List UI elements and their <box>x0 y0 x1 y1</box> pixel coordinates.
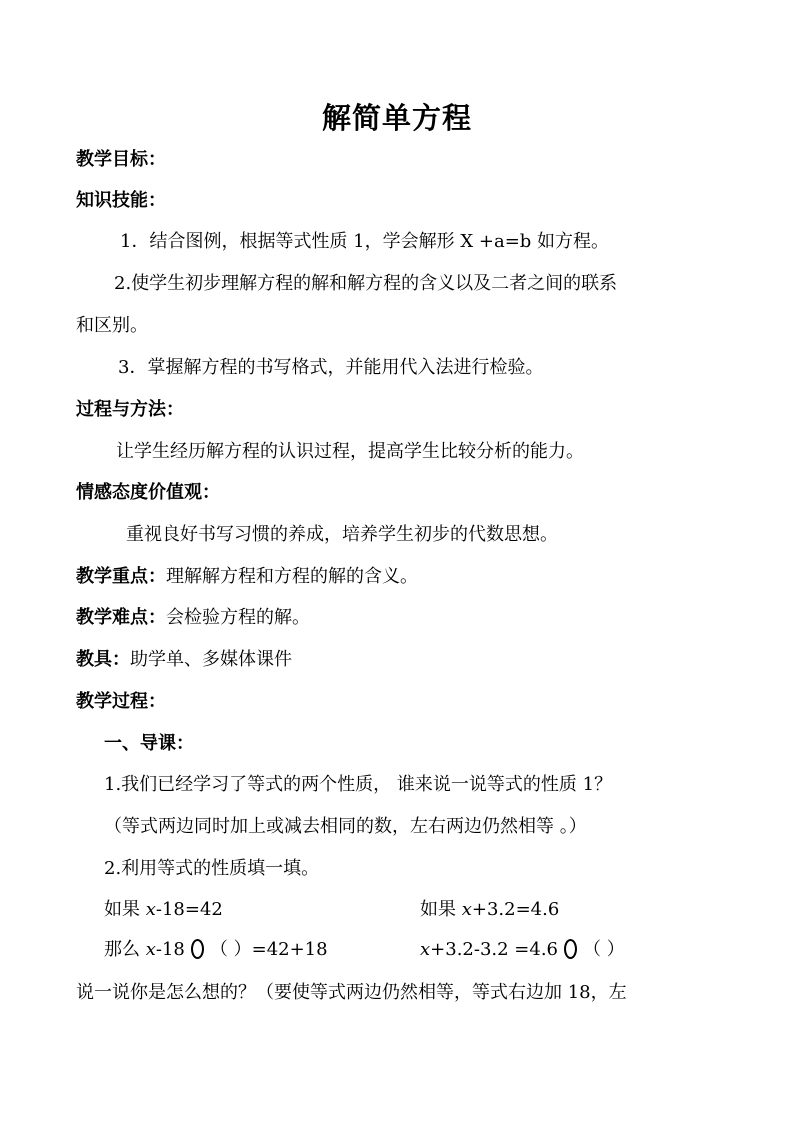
page-title: 解简单方程 <box>321 101 472 135</box>
key-point-label: 教学重点： <box>76 566 166 587</box>
tools-text: 助学单、多媒体课件 <box>130 649 292 670</box>
blank-circle <box>564 939 577 959</box>
variable-x: x <box>420 939 431 960</box>
section-intro-heading: 一、导课： <box>104 733 194 754</box>
knowledge-item-3: 3．掌握解方程的书写格式，并能用代入法进行检验。 <box>118 357 544 378</box>
process-method-heading: 过程与方法： <box>76 399 184 420</box>
process-method-text: 让学生经历解方程的认识过程，提高学生比较分析的能力。 <box>116 441 584 462</box>
variable-x: x <box>145 899 156 920</box>
knowledge-item-2: 2.使学生初步理解方程的解和解方程的含义以及二者之间的联系 <box>114 273 618 294</box>
equation-right-1-prefix: 如果 <box>420 899 462 920</box>
equation-right-1 <box>420 898 559 922</box>
equation-right-1-expr: +3.2=4.6 <box>471 899 560 920</box>
intro-answer-1: （等式两边同时加上或减去相同的数，左右两边仍然相等 。） <box>104 816 587 837</box>
equation-left-2 <box>104 938 328 962</box>
equation-left-2-expr: -18 <box>155 939 185 960</box>
equation-right-2-rest: （ ） <box>583 939 625 960</box>
equation-left-2-prefix: 那么 <box>104 939 146 960</box>
key-point <box>76 565 418 589</box>
emotion-text: 重视良好书写习惯的养成，培养学生初步的代数思想。 <box>126 524 558 545</box>
variable-x: x <box>461 899 472 920</box>
intro-question-1: 1.我们已经学习了等式的两个性质， 谁来说一说等式的性质 1？ <box>104 774 613 795</box>
equation-right-2 <box>420 938 625 962</box>
intro-question-2: 2.利用等式的性质填一填。 <box>104 858 320 879</box>
equation-left-1 <box>104 898 223 922</box>
difficulty-label: 教学难点： <box>76 607 166 628</box>
difficulty-text: 会检验方程的解。 <box>166 607 310 628</box>
teaching-process-heading: 教学过程： <box>76 691 166 712</box>
equation-right-2-expr: +3.2-3.2 =4.6 <box>430 939 559 960</box>
knowledge-item-1: 1．结合图例，根据等式性质 1，学会解形 X +a=b 如方程。 <box>120 231 610 252</box>
tools-label: 教具： <box>76 649 130 670</box>
key-point-text: 理解解方程和方程的解的含义。 <box>166 566 418 587</box>
knowledge-item-2-cont: 和区别。 <box>76 315 148 336</box>
objectives-heading: 教学目标： <box>76 149 166 170</box>
equation-left-1-prefix: 如果 <box>104 899 146 920</box>
blank-circle <box>191 939 204 959</box>
explain-text: 说一说你是怎么想的？（要使等式两边仍然相等，等式右边加 18，左 <box>76 982 627 1003</box>
tools <box>76 648 292 672</box>
variable-x: x <box>145 939 156 960</box>
emotion-heading: 情感态度价值观： <box>76 482 220 503</box>
equation-left-2-rest: （ ）=42+18 <box>209 939 328 960</box>
equation-left-1-expr: -18=42 <box>155 899 223 920</box>
knowledge-heading: 知识技能： <box>76 190 166 211</box>
difficulty <box>76 606 310 630</box>
